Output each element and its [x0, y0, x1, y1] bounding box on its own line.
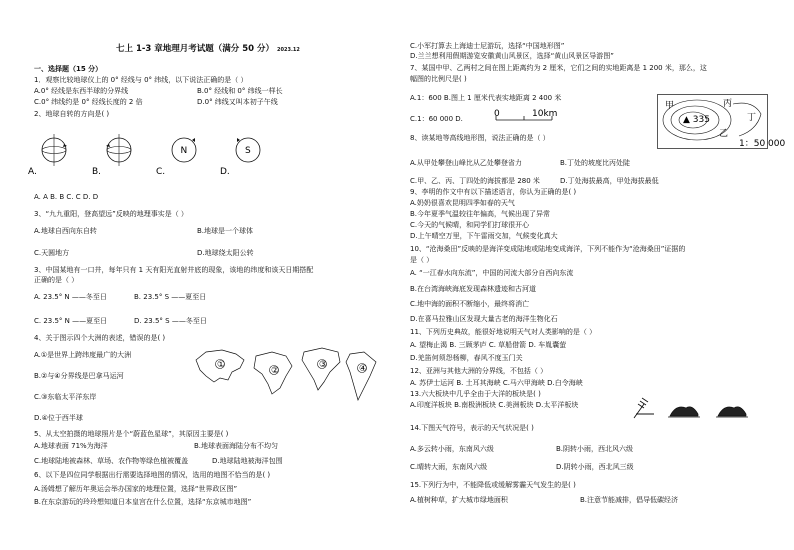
q7-option-c: C.小军打算去上海迪士尼游玩，选择“中国地形图”: [410, 42, 565, 50]
rain-cloud-icon: [716, 407, 748, 417]
cloud-icon: [668, 407, 700, 417]
q9-option-a: A.从甲处攀登山峰比从乙处攀登省力: [410, 159, 522, 167]
q4-option-b: B. 23.5° S ——夏至日: [134, 293, 207, 301]
weather-symbols: [630, 400, 770, 424]
scale-zero: 0: [494, 109, 500, 119]
q3-option-b: B.地球是一个球体: [197, 227, 254, 235]
q8-option-cd: C.1：60 000 D.: [410, 115, 463, 123]
exam-title: 七上 1-3 章地理月考试题（满分 50 分） 2023.12: [116, 44, 300, 54]
q3-option-a: A.地球自西向东自转: [34, 227, 97, 235]
contour-label-yi: 乙: [719, 129, 729, 139]
q10-option-b: B.今年夏季气温较往年偏高，气候出现了异常: [410, 210, 551, 218]
globe-d-south: [220, 138, 260, 177]
q5-option-d: D.④位于西半球: [34, 414, 83, 422]
globe-a: [28, 134, 67, 177]
q3-stem: 3、“九九重阳，登高望远”反映的地理事实是（ ）: [34, 210, 188, 218]
q4-option-a: A. 23.5° N ——冬至日: [34, 293, 107, 301]
q12-options: A. 望梅止渴 B. 三顾茅庐 C. 草船借箭 D. 车胤囊萤: [410, 341, 567, 349]
q11-option-c: C.地中海的面积不断缩小，最终将消亡: [410, 300, 530, 308]
pole-s: S: [245, 146, 251, 156]
contour-scale: 1：50 000: [739, 139, 786, 149]
q4-stem-line2: 正确的是（ ）: [34, 276, 79, 284]
q3-option-c: C.天圆地方: [34, 249, 70, 257]
q7-option-a: A.汤姆想了解历年奥运会举办国家的地理位置，选择“世界政区图”: [34, 485, 238, 493]
globe-c-north: [156, 138, 196, 177]
q15-option-b: B.阴转小雨，西北风六级: [556, 445, 634, 453]
continent-asia: [196, 350, 244, 382]
q4-stem-line1: 3、中国某地有一口井，每年只有 1 天有阳光直射井底的现象，该地的纬度和该天日期搭配: [34, 266, 314, 274]
q1-option-b: B.0° 经线和 0° 纬线一样长: [197, 87, 283, 95]
contour-label-jia: 甲: [665, 101, 675, 111]
scale-end: 10km: [532, 109, 558, 119]
left-column: [28, 0, 386, 550]
q13-options: A. 苏伊士运河 B. 土耳其海峡 C.马六甲海峡 D.白令海峡: [410, 379, 583, 387]
q10-option-d: D.上午晴空万里，下午雷雨交加，气候变化真大: [410, 232, 558, 240]
figure-label-c: C.: [156, 167, 166, 177]
q8-stem-line2: 幅图的比例尺是( ): [410, 75, 467, 83]
figure-label-a: A.: [28, 167, 37, 177]
q16-option-b: B.注意节能减排，倡导低碳经济: [580, 496, 679, 504]
exam-date: 2023.12: [277, 47, 300, 53]
scale-bar: [494, 110, 558, 126]
contour-label-bing: 丙: [723, 99, 733, 109]
q9-option-b: B.丁处的坡度比丙处陡: [560, 159, 631, 167]
map-label-1: ①: [217, 360, 226, 370]
q10-stem: 9、李明的作文中有以下描述语言，你认为正确的是( ): [410, 188, 577, 196]
figure-label-d: D.: [220, 167, 230, 177]
q15-option-a: A.多云转小雨，东南风六级: [410, 445, 494, 453]
q2-stem: 2、地球自转的方向是( ): [34, 110, 110, 118]
q16-option-a: A.植树种草，扩大城市绿地面积: [410, 496, 508, 504]
q6-option-b: B.地球表面海陆分布不均匀: [194, 442, 279, 450]
q4-option-c: C. 23.5° N ——夏至日: [34, 317, 108, 325]
q8-option-ab: A.1：600 B.图上 1 厘米代表实地距离 2 400 米: [410, 94, 562, 102]
globe-b: [92, 134, 131, 177]
q6-option-c: C.地球陆地被森林、草场、农作物等绿色植被覆盖: [34, 457, 189, 465]
contour-label-ding: 丁: [747, 113, 757, 123]
q1-option-a: A.0° 经线是东西半球的分界线: [34, 87, 129, 95]
q2-options: A. A B. B C. C D. D: [34, 193, 99, 201]
q11-option-a: A. “一江春水向东流”，中国的河流大部分自西向东流: [410, 269, 574, 277]
rotation-diagrams: [28, 132, 274, 180]
q5-stem: 4、关于图示四个大洲的表述，错误的是( ): [34, 334, 166, 342]
q11-stem-line2: 是（ ）: [410, 256, 434, 264]
q9-stem: 8、读某地等高线地形图，说法正确的是（ ）: [410, 134, 550, 142]
q10-option-c: C.今天的气候晴，和同学们打球很开心: [410, 221, 530, 229]
continent-north-america: [302, 348, 340, 390]
q11-option-d: D.在喜马拉雅山区发现大量古老的海洋生物化石: [410, 315, 558, 323]
q6-stem: 5、从太空拍摄的地球照片是个“蔚蓝色星球”，其原因主要是( ): [34, 430, 229, 438]
q4-option-d: D. 23.5° S ——冬至日: [134, 317, 207, 325]
q11-stem-line1: 10、“沧海桑田”反映的是海洋变成陆地或陆地变成海洋，下列不能作为“沧海桑田”证据的: [410, 245, 686, 253]
wind-symbol-icon: [634, 398, 654, 418]
q5-option-c: C.③东临太平洋东岸: [34, 393, 97, 401]
q5-option-b: B.②与④分界线是巴拿马运河: [34, 372, 124, 380]
figure-label-b: B.: [92, 167, 102, 177]
q15-stem: 14.下图天气符号，表示的天气状况是( ): [410, 424, 534, 432]
q7-option-d: D.兰兰想利用假期游览安徽黄山风景区，选择“黄山风景区导游图”: [410, 52, 614, 60]
q6-option-d: D.地球陆地被海洋包围: [212, 457, 283, 465]
q15-option-d: D.阴转小雨，西北风三级: [556, 463, 634, 471]
continent-south-america: [346, 352, 376, 400]
q5-option-a: A.①是世界上跨纬度最广的大洲: [34, 351, 132, 359]
q7-option-b: B.在东京游玩的玲玲想知道日本皇宫在什么位置，选择“东京城市地图”: [34, 498, 252, 506]
map-label-2: ②: [271, 366, 280, 376]
q7-stem: 6、以下是四位同学根据出行需要选择地图的情况，选用的地图不恰当的是( ): [34, 471, 271, 479]
q9-option-d: D.丁处海拔最高，甲处海拔最低: [560, 177, 659, 185]
q1-stem: 1．观察比较地球仪上的 0° 经线与 0° 纬线，以下说法正确的是（ ）: [34, 76, 248, 84]
pole-n: N: [180, 146, 188, 156]
q12-option-extra: D.羌笛何须怨杨柳，春风不度玉门关: [410, 354, 523, 362]
map-label-3: ③: [319, 360, 328, 370]
q12-stem: 11、下列历史典故，能很好地说明天气对人类影响的是（ ）: [410, 328, 597, 336]
continent-africa: [254, 352, 292, 394]
q1-option-c: C.0° 纬线约是 0° 经线长度的 2 倍: [34, 98, 143, 106]
q8-stem-line1: 7、某国中甲、乙两村之间在图上距离约为 2 厘米，它们之间的实地距离是 1 200 米，那么，这: [410, 64, 707, 72]
q15-option-c: C.晴转大雨，东南风六级: [410, 463, 488, 471]
contour-peak: ▲ 335: [683, 115, 710, 125]
q16-stem: 15.下列行为中，不能降低或缓解雾霾天气发生的是( ): [410, 481, 576, 489]
section-heading: 一、选择题（15 分）: [34, 65, 103, 73]
q6-option-a: A.地球表面 71%为海洋: [34, 442, 108, 450]
q3-option-d: D.地球绕太阳公转: [197, 249, 254, 257]
q10-option-a: A.奶奶很喜欢昆明四季如春的天气: [410, 199, 515, 207]
q14-options: A.印度洋板块 B.南极洲板块 C.美洲板块 D.太平洋板块: [410, 401, 579, 409]
q11-option-b: B.在台湾海峡海底发现森林遗迹和古河道: [410, 285, 537, 293]
right-column: [410, 0, 786, 550]
continent-maps: [192, 346, 382, 406]
q1-option-d: D.0° 纬线又叫本初子午线: [197, 98, 278, 106]
q14-stem: 13.六大板块中几乎全由于大洋的板块是( ): [410, 390, 541, 398]
contour-map: [657, 94, 786, 150]
q13-stem: 12、亚洲与其他大洲的分界线，不包括（ ）: [410, 367, 548, 375]
map-label-4: ④: [359, 364, 368, 374]
q9-option-c: C.甲、乙、丙、丁四处的海拔都是 280 米: [410, 177, 540, 185]
